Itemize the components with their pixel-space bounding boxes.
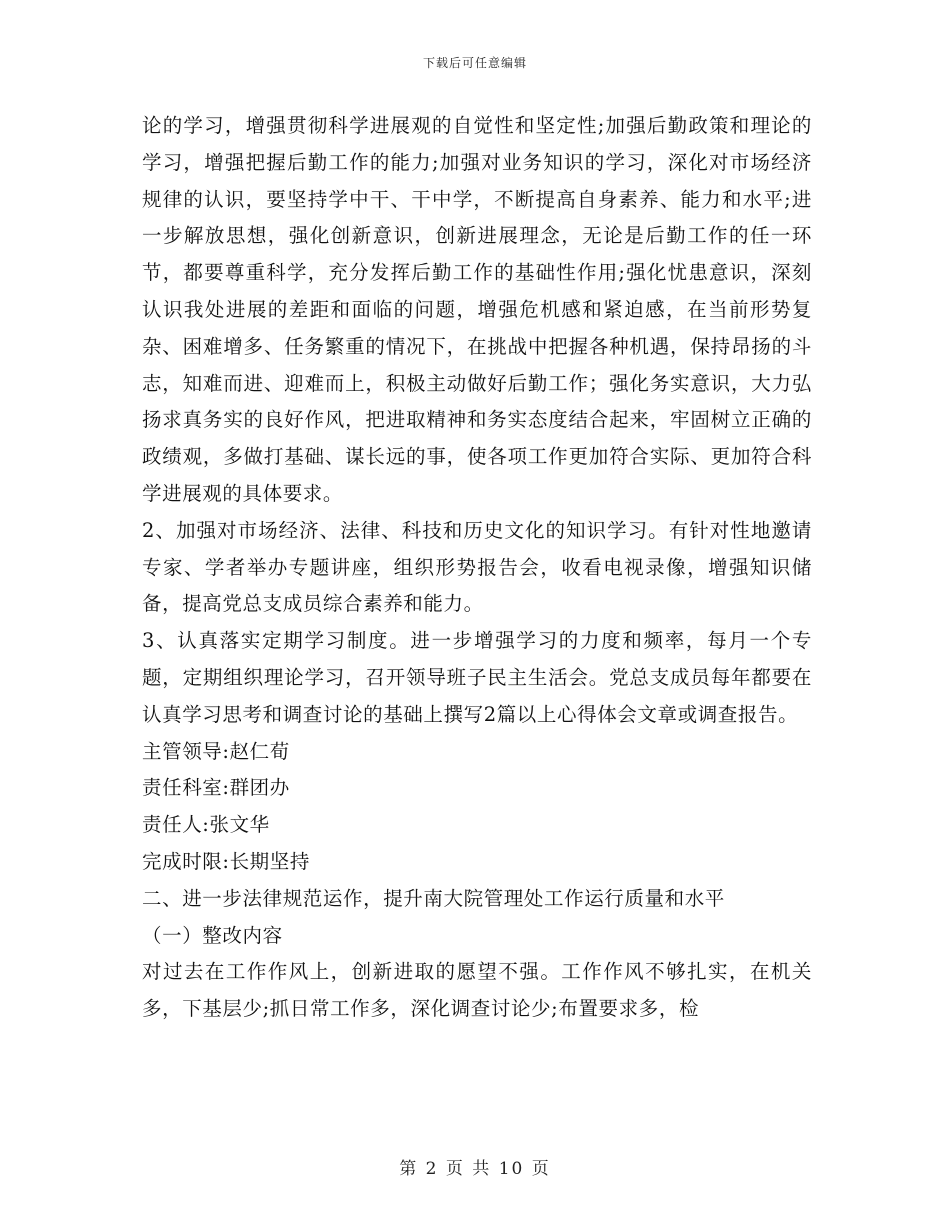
body-paragraph-3: 3、认真落实定期学习制度。进一步增强学习的力度和频率，每月一个专题，定期组织理论学习，召开领导班子民主生活会。党总支成员每年都要在认真学习思考和调查讨论的基础上撰写2篇以上心得体会文章或调查报告。 [142, 629, 812, 726]
document-body [142, 108, 812, 1028]
responsible-person-line: 责任人:张文华 [142, 813, 270, 837]
body-paragraph-1: 论的学习，增强贯彻科学进展观的自觉性和坚定性;加强后勤政策和理论的学习，增强把握后勤工作的能力;加强对业务知识的学习，深化对市场经济规律的认识，要坚持学中干、干中学，不断提高自身素养、能力和水平;进一步解放思想，强化创新意识，创新进展理念，无论是后勤工作的任一环节，都要尊重科学，充分发挥后勤工作的基础性作用;强化忧患意识，深刻认识我处进展的差距和面临的问题，增强危机感和紧迫感，在当前形势复杂、困难增多、任务繁重的情况下，在挑战中把握各种机遇，保持昂扬的斗志，知难而进、迎难而上，积极主动做好后勤工作；强化务实意识，大力弘扬求真务实的良好作风，把进取精神和务实态度结合起来，牢固树立正确的政绩观，多做打基础、谋长远的事，使各项工作更加符合实际、更加符合科学进展观的具体要求。 [142, 114, 812, 505]
leader-line: 主管领导:赵仁荀 [142, 739, 290, 763]
section-heading-2: 二、进一步法律规范运作，提升南大院管理处工作运行质量和水平 [142, 886, 725, 910]
department-line: 责任科室:群团办 [142, 776, 290, 800]
deadline-line: 完成时限:长期坚持 [142, 849, 310, 873]
body-paragraph-4: 对过去在工作作风上，创新进取的愿望不强。工作作风不够扎实，在机关多，下基层少;抓日常工作多，深化调查讨论少;布置要求多，检 [142, 960, 812, 1021]
body-paragraph-2: 2、加强对市场经济、法律、科技和历史文化的知识学习。有针对性地邀请专家、学者举办专题讲座，组织形势报告会，收看电视录像，增强知识储备，提高党总支成员综合素养和能力。 [142, 518, 812, 616]
subsection-heading: （一）整改内容 [142, 923, 283, 947]
page-header: 下载后可任意编辑 [422, 56, 527, 70]
page-footer: 第 2 页 共 10 页 [399, 1159, 551, 1179]
